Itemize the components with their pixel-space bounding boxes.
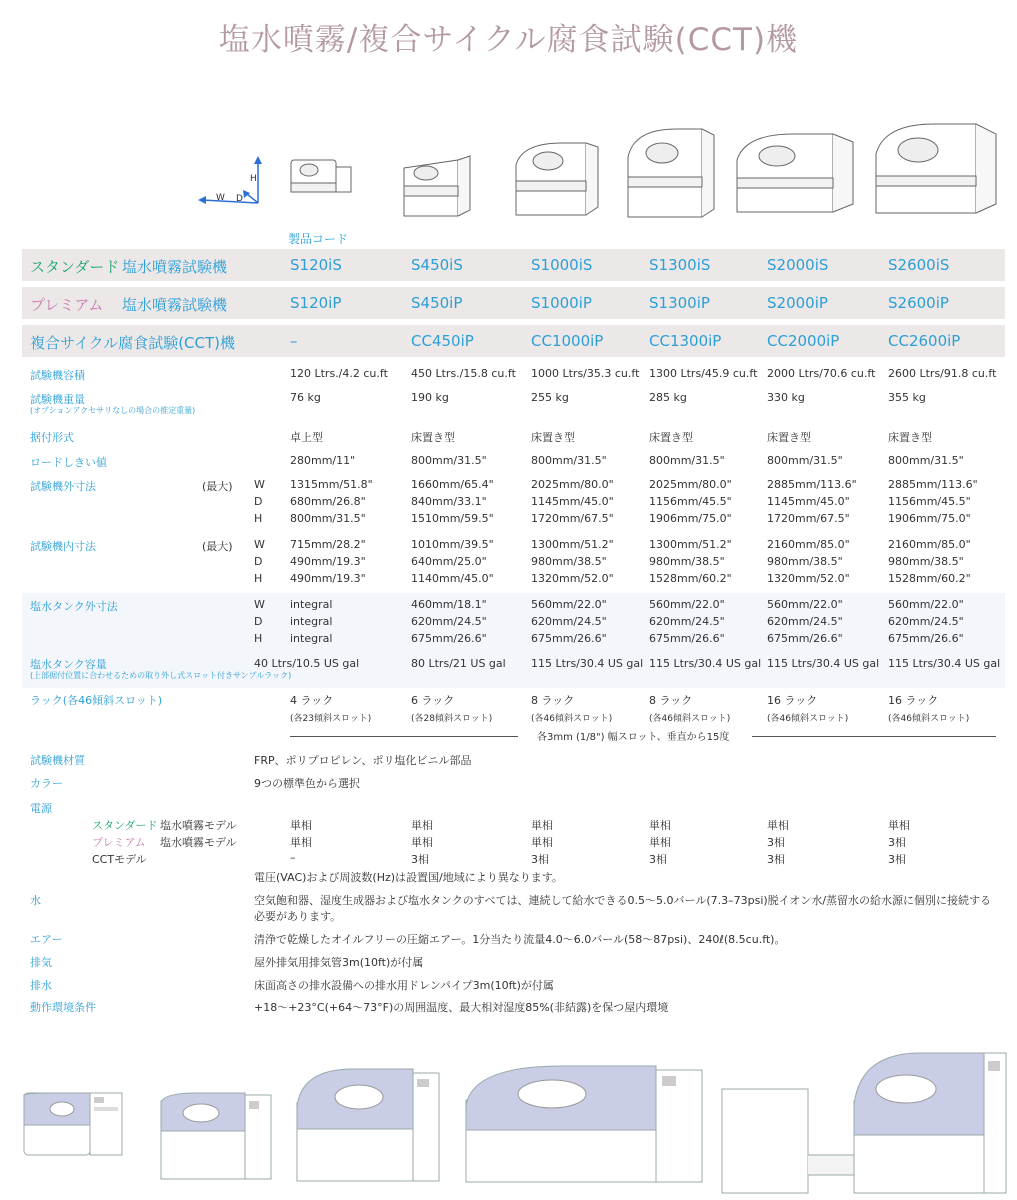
rack-value: 6 ラック — [411, 694, 455, 707]
band-standard-label-b: 塩水噴霧試験機 — [122, 258, 228, 276]
spec-value: 800mm/31.5" — [888, 454, 964, 467]
product-code: CC1000iP — [531, 332, 604, 350]
spec-value: integral — [290, 598, 333, 611]
spec-value: 560mm/22.0" — [531, 598, 607, 611]
spec-value: 280mm/11" — [290, 454, 356, 467]
product-code: CC2000iP — [767, 332, 840, 350]
spec-value: 1010mm/39.5" — [411, 538, 494, 551]
spec-value: 285 kg — [649, 391, 687, 404]
spec-value: 1510mm/59.5" — [411, 512, 494, 525]
power-model-type: 塩水噴霧モデル — [160, 836, 237, 849]
band-cct-label: 複合サイクル腐食試験(CCT)機 — [30, 334, 236, 352]
spec-value: 800mm/31.5" — [767, 454, 843, 467]
axis-w-label: W — [216, 193, 225, 203]
product-code: S450iS — [411, 256, 463, 274]
spec-value: 1720mm/67.5" — [531, 512, 614, 525]
power-value: 単相 — [290, 819, 312, 832]
general-label: エアー — [30, 933, 63, 946]
spec-value: 床置き型 — [649, 431, 693, 444]
spec-value: 840mm/33.1" — [411, 495, 487, 508]
power-value: 3相 — [888, 853, 906, 866]
general-label: 電源 — [30, 802, 52, 815]
rack-value: 4 ラック — [290, 694, 334, 707]
spec-value: 490mm/19.3" — [290, 555, 366, 568]
spec-value: 床置き型 — [531, 431, 575, 444]
spec-label: 据付形式 — [30, 431, 74, 444]
power-value: 3相 — [767, 853, 785, 866]
power-value: 3相 — [411, 853, 429, 866]
dim-letter: H — [254, 632, 263, 645]
spec-value: 680mm/26.8" — [290, 495, 366, 508]
spec-label: 試験機重量 — [30, 393, 85, 406]
machine-s1300-icon — [624, 125, 718, 220]
dim-letter: W — [254, 538, 265, 551]
power-value: – — [290, 851, 296, 864]
rack-value: 16 ラック — [767, 694, 818, 707]
spec-value: 1300mm/51.2" — [531, 538, 614, 551]
spec-label: 塩水タンク外寸法 — [30, 600, 118, 613]
spec-value: 620mm/24.5" — [767, 615, 843, 628]
spec-value: 800mm/31.5" — [531, 454, 607, 467]
product-code: S2600iP — [888, 294, 949, 312]
spec-value: 800mm/31.5" — [411, 454, 487, 467]
spec-value: 1528mm/60.2" — [888, 572, 971, 585]
machine-s450-icon — [400, 148, 474, 218]
spec-value: 120 Ltrs./4.2 cu.ft — [290, 367, 388, 380]
spec-value: 80 Ltrs/21 US gal — [411, 657, 506, 670]
spec-value: 675mm/26.6" — [767, 632, 843, 645]
spec-value: 115 Ltrs/30.4 US gal — [767, 657, 880, 670]
bottom-machine-5-icon — [720, 1045, 1010, 1195]
product-code: CC450iP — [411, 332, 474, 350]
general-label: 動作環境条件 — [30, 1001, 96, 1014]
spec-value: 2025mm/80.0" — [531, 478, 614, 491]
rack-line-left — [290, 736, 518, 737]
spec-value: 1300 Ltrs/45.9 cu.ft — [649, 367, 758, 380]
page-title: 塩水噴霧/複合サイクル腐食試験(CCT)機 — [218, 22, 799, 58]
spec-value: 2000 Ltrs/70.6 cu.ft — [767, 367, 876, 380]
rack-line-right — [752, 736, 996, 737]
rack-value: 8 ラック — [649, 694, 693, 707]
general-value: 屋外排気用排気管3m(10ft)が付属 — [254, 956, 424, 969]
spec-value: 2025mm/80.0" — [649, 478, 732, 491]
spec-value: 1000 Ltrs/35.3 cu.ft — [531, 367, 640, 380]
power-value: 単相 — [531, 836, 553, 849]
spec-value: 床置き型 — [411, 431, 455, 444]
product-code: S2600iS — [888, 256, 950, 274]
spec-value: 1140mm/45.0" — [411, 572, 494, 585]
power-value: 単相 — [290, 836, 312, 849]
spec-value: 715mm/28.2" — [290, 538, 366, 551]
product-code: S450iP — [411, 294, 463, 312]
spec-value: 2600 Ltrs/91.8 cu.ft — [888, 367, 997, 380]
band-standard-label-a: スタンダード — [30, 258, 120, 276]
general-value: 空気飽和器、湿度生成器および塩水タンクのすべては、連続して給水できる0.5～5.0バール(7.3–73psi)脱イオン水/蒸留水の給水源に個別に接続する — [254, 894, 992, 907]
spec-value: 675mm/26.6" — [888, 632, 964, 645]
spec-value: 1320mm/52.0" — [767, 572, 850, 585]
spec-value: 675mm/26.6" — [531, 632, 607, 645]
dim-letter: D — [254, 555, 263, 568]
rack-note: 各3mm (1/8") 幅スロット、垂直から15度 — [537, 732, 730, 743]
power-model-name: スタンダード — [92, 819, 158, 832]
machine-s2000-icon — [733, 130, 858, 215]
spec-value: integral — [290, 632, 333, 645]
product-code: S1300iP — [649, 294, 710, 312]
spec-value: 620mm/24.5" — [888, 615, 964, 628]
spec-value: 卓上型 — [290, 431, 323, 444]
spec-value: 1720mm/67.5" — [767, 512, 850, 525]
product-code: S1300iS — [649, 256, 711, 274]
spec-value: 床置き型 — [767, 431, 811, 444]
rack-value: 8 ラック — [531, 694, 575, 707]
spec-value: 800mm/31.5" — [649, 454, 725, 467]
general-value: 必要があります。 — [254, 910, 342, 923]
spec-value: 115 Ltrs/30.4 US gal — [888, 657, 1001, 670]
bottom-machine-3-icon — [293, 1063, 443, 1183]
power-value: 単相 — [888, 819, 910, 832]
spec-value: 115 Ltrs/30.4 US gal — [531, 657, 644, 670]
product-code: – — [290, 332, 298, 350]
spec-value: 255 kg — [531, 391, 569, 404]
spec-value: 560mm/22.0" — [888, 598, 964, 611]
power-value: 3相 — [531, 853, 549, 866]
rack-subvalue: (各46傾斜スロット) — [888, 714, 970, 724]
machine-s1000-icon — [512, 137, 602, 217]
dim-letter: D — [254, 495, 263, 508]
product-code: S120iS — [290, 256, 342, 274]
axis-legend-icon — [196, 155, 268, 211]
spec-label: 試験機容積 — [30, 369, 85, 382]
spec-value: 1156mm/45.5" — [888, 495, 971, 508]
power-value: 単相 — [767, 819, 789, 832]
spec-value: 1906mm/75.0" — [888, 512, 971, 525]
general-label: 排水 — [30, 979, 52, 992]
spec-value: 床置き型 — [888, 431, 932, 444]
power-model-type: 塩水噴霧モデル — [160, 819, 237, 832]
spec-value: 460mm/18.1" — [411, 598, 487, 611]
product-code: CC1300iP — [649, 332, 722, 350]
spec-label: ラック(各46傾斜スロット) — [30, 694, 163, 707]
general-label: カラー — [30, 777, 63, 790]
spec-value: 1145mm/45.0" — [767, 495, 850, 508]
general-value: 床面高さの排水設備への排水用ドレンパイプ3m(10ft)が付属 — [254, 979, 554, 992]
spec-value: 1145mm/45.0" — [531, 495, 614, 508]
product-code: S120iP — [290, 294, 342, 312]
spec-label: 試験機外寸法 — [30, 480, 96, 493]
rack-subvalue: (各46傾斜スロット) — [649, 714, 731, 724]
power-value: 単相 — [649, 836, 671, 849]
spec-max: (最大) — [202, 540, 233, 553]
rack-subvalue: (各28傾斜スロット) — [411, 714, 493, 724]
spec-value: 2885mm/113.6" — [767, 478, 857, 491]
machine-s2600-icon — [872, 120, 1000, 216]
spec-value: 980mm/38.5" — [767, 555, 843, 568]
product-code: S1000iP — [531, 294, 592, 312]
general-label: 水 — [30, 894, 41, 907]
power-value: 単相 — [411, 819, 433, 832]
power-model-name: プレミアム — [92, 836, 146, 849]
spec-sublabel: (オプションアクセサリなしの場合の推定重量) — [30, 406, 196, 415]
spec-value: 1528mm/60.2" — [649, 572, 732, 585]
rack-subvalue: (各23傾斜スロット) — [290, 714, 372, 724]
power-note: 電圧(VAC)および周波数(Hz)は設置国/地域により異なります。 — [254, 871, 563, 884]
spec-value: 115 Ltrs/30.4 US gal — [649, 657, 762, 670]
axis-h-label: H — [250, 174, 257, 184]
spec-label: 塩水タンク容量 — [30, 658, 107, 671]
spec-value: 640mm/25.0" — [411, 555, 487, 568]
spec-value: 2160mm/85.0" — [888, 538, 971, 551]
rack-subvalue: (各46傾斜スロット) — [531, 714, 613, 724]
bottom-machine-1-icon — [22, 1085, 126, 1165]
bottom-machine-2-icon — [157, 1085, 275, 1180]
rack-value: 16 ラック — [888, 694, 939, 707]
spec-value: 980mm/38.5" — [649, 555, 725, 568]
spec-value: 76 kg — [290, 391, 321, 404]
axis-d-label: D — [236, 194, 243, 204]
product-code: S1000iS — [531, 256, 593, 274]
power-value: 単相 — [531, 819, 553, 832]
general-label: 試験機材質 — [30, 754, 85, 767]
spec-value: 980mm/38.5" — [531, 555, 607, 568]
spec-value: 675mm/26.6" — [649, 632, 725, 645]
product-code: CC2600iP — [888, 332, 961, 350]
spec-value: 560mm/22.0" — [767, 598, 843, 611]
dim-letter: W — [254, 598, 265, 611]
spec-value: 355 kg — [888, 391, 926, 404]
power-value: 単相 — [411, 836, 433, 849]
band-premium-label-b: 塩水噴霧試験機 — [122, 296, 228, 314]
spec-value: 675mm/26.6" — [411, 632, 487, 645]
spec-value: 40 Ltrs/10.5 US gal — [254, 657, 360, 670]
dim-letter: D — [254, 615, 263, 628]
spec-label: ロードしきい値 — [30, 456, 107, 469]
spec-value: 190 kg — [411, 391, 449, 404]
spec-value: 800mm/31.5" — [290, 512, 366, 525]
spec-value: 490mm/19.3" — [290, 572, 366, 585]
spec-value: 450 Ltrs./15.8 cu.ft — [411, 367, 516, 380]
spec-value: 980mm/38.5" — [888, 555, 964, 568]
machine-s120-icon — [289, 155, 353, 195]
dim-letter: W — [254, 478, 265, 491]
power-value: 3相 — [888, 836, 906, 849]
spec-value: 1320mm/52.0" — [531, 572, 614, 585]
dim-letter: H — [254, 512, 263, 525]
product-code-label: 製品コード — [288, 232, 349, 246]
spec-value: 620mm/24.5" — [649, 615, 725, 628]
general-value: FRP、ポリプロピレン、ポリ塩化ビニル部品 — [254, 754, 472, 767]
spec-max: (最大) — [202, 480, 233, 493]
product-code: S2000iP — [767, 294, 828, 312]
power-value: 3相 — [767, 836, 785, 849]
spec-value: 560mm/22.0" — [649, 598, 725, 611]
dim-letter: H — [254, 572, 263, 585]
rack-subvalue: (各46傾斜スロット) — [767, 714, 849, 724]
bottom-machine-4-icon — [462, 1060, 707, 1185]
spec-value: 1300mm/51.2" — [649, 538, 732, 551]
general-value: 9つの標準色から選択 — [254, 777, 360, 790]
spec-sublabel: (上部据付位置に合わせるための取り外し式スロット付きサンプルラック) — [30, 671, 292, 680]
spec-value: integral — [290, 615, 333, 628]
spec-value: 620mm/24.5" — [411, 615, 487, 628]
power-value: 単相 — [649, 819, 671, 832]
spec-value: 1315mm/51.8" — [290, 478, 373, 491]
spec-value: 620mm/24.5" — [531, 615, 607, 628]
spec-value: 1906mm/75.0" — [649, 512, 732, 525]
spec-value: 1660mm/65.4" — [411, 478, 494, 491]
general-value: 清浄で乾燥したオイルフリーの圧縮エアー。1分当たり流量4.0～6.0バール(58～87psi)、240ℓ(8.5cu.ft)。 — [254, 933, 786, 946]
power-value: 3相 — [649, 853, 667, 866]
general-label: 排気 — [30, 956, 52, 969]
spec-label: 試験機内寸法 — [30, 540, 96, 553]
band-premium-label-a: プレミアム — [30, 296, 104, 314]
product-code: S2000iS — [767, 256, 829, 274]
spec-value: 330 kg — [767, 391, 805, 404]
general-value: +18～+23°C(+64～73°F)の周囲温度、最大相対湿度85%(非結露)を保つ屋内環境 — [254, 1001, 669, 1014]
spec-value: 1156mm/45.5" — [649, 495, 732, 508]
spec-value: 2160mm/85.0" — [767, 538, 850, 551]
spec-value: 2885mm/113.6" — [888, 478, 978, 491]
power-model-name: CCTモデル — [92, 853, 147, 866]
